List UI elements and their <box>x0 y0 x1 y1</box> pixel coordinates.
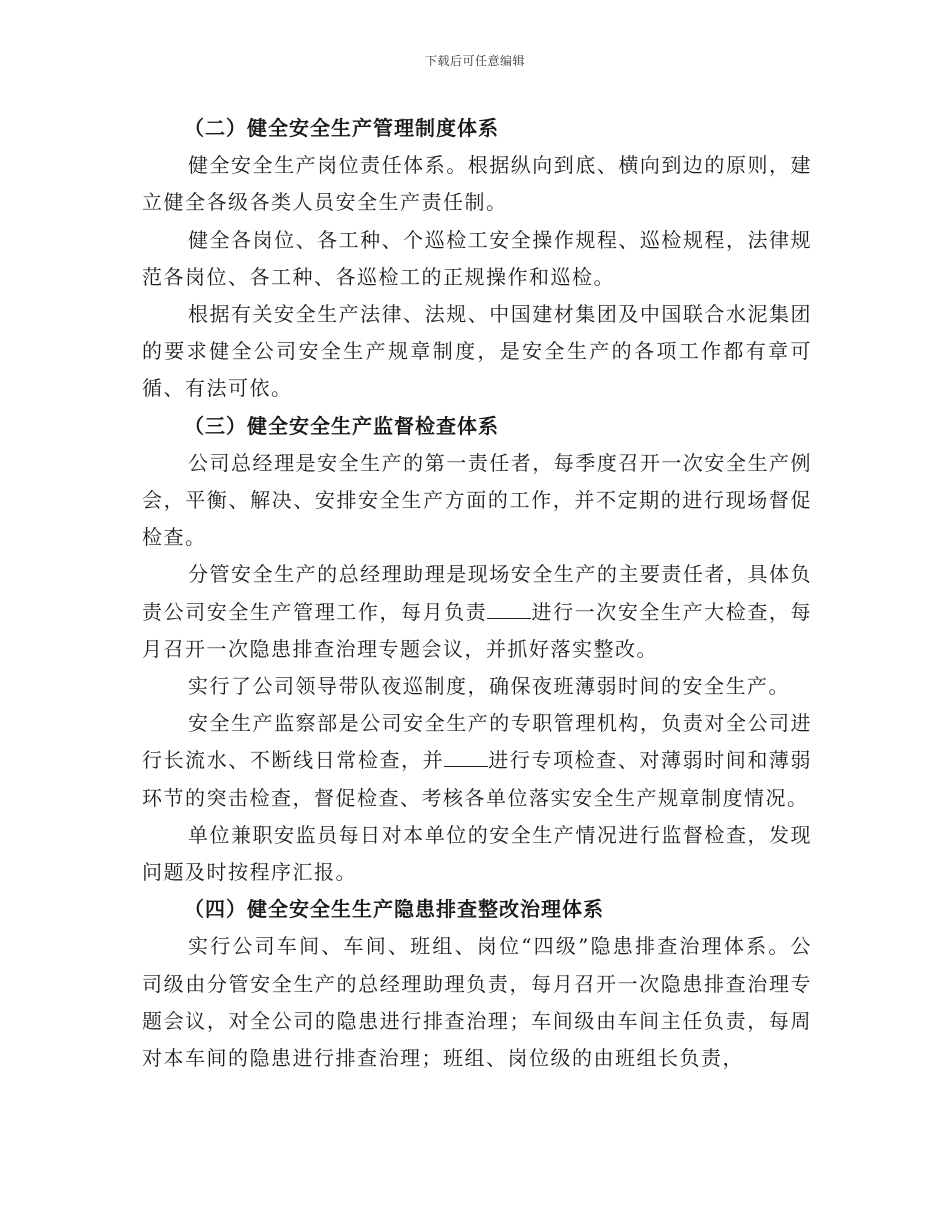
paragraph: 单位兼职安监员每日对本单位的安全生产情况进行监督检查，发现问题及时按程序汇报。 <box>142 822 812 885</box>
paragraph: 健全各岗位、各工种、个巡检工安全操作规程、巡检规程，法律规范各岗位、各工种、各巡检工的正规操作和巡检。 <box>142 227 812 289</box>
paragraph: 健全安全生产岗位责任体系。根据纵向到底、横向到边的原则，建立健全各级各类人员安全生产责任制。 <box>142 153 812 215</box>
section-heading: （四）健全安全生生产隐患排查整改治理体系 <box>184 897 604 922</box>
paragraph: 安全生产监察部是公司安全生产的专职管理机构，负责对全公司进行长流水、不断线日常检查，并 进行专项检查、对薄弱时间和薄弱环节的突击检查，督促检查、考核各单位落实安全生产规章制度情况。 <box>142 711 813 810</box>
page-header: 下载后可任意编辑 <box>424 54 525 68</box>
fill-in-blank <box>487 598 531 619</box>
paragraph: 公司总经理是安全生产的第一责任者，每季度召开一次安全生产例会，平衡、解决、安排安全生产方面的工作，并不定期的进行现场督促检查。 <box>142 450 812 550</box>
paragraph: 分管安全生产的总经理助理是现场安全生产的主要责任者，具体负责公司安全生产管理工作，每月负责 进行一次安全生产大检查，每月召开一次隐患排查治理专题会议，并抓好落实整改。 <box>142 562 813 661</box>
section-heading: （三）健全安全生产监督检查体系 <box>184 413 499 438</box>
paragraph: 实行公司车间、车间、班组、岗位“四级”隐患排查治理体系。公司级由分管安全生产的总经理助理负责，每月召开一次隐患排查治理专题会议，对全公司的隐患进行排查治理；车间级由车间主任负责，每周对本车间的隐患进行排查治理；班组、岗位级的由班组长负责， <box>142 934 812 1071</box>
paragraph: 实行了公司领导带队夜巡制度，确保夜班薄弱时间的安全生产。 <box>188 674 790 699</box>
document-body <box>142 110 812 1077</box>
section-heading: （二）健全安全生产管理制度体系 <box>184 116 499 140</box>
paragraph: 根据有关安全生产法律、法规、中国建材集团及中国联合水泥集团的要求健全公司安全生产规章制度，是安全生产的各项工作都有章可循、有法可依。 <box>142 302 812 401</box>
fill-in-blank <box>444 746 488 767</box>
